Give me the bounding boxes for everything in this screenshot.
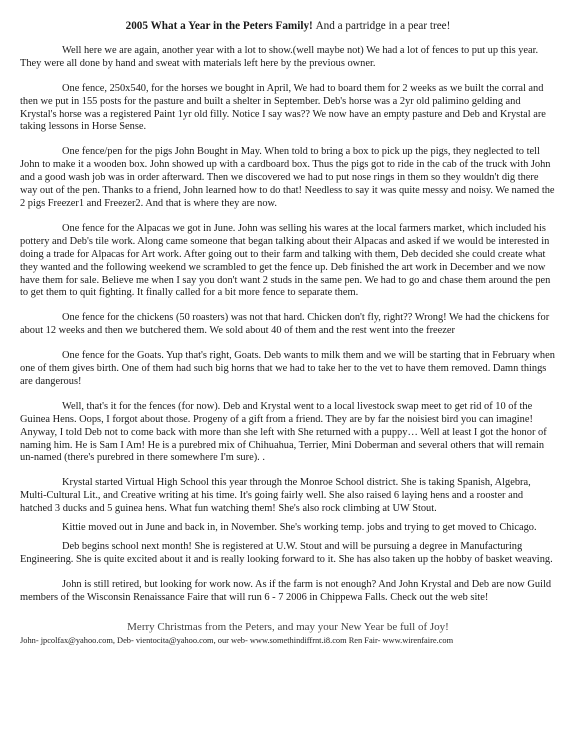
paragraph-horses: One fence, 250x540, for the horses we bought in April, We had to board them for 2 weeks as we built the corral and then we put in 155 posts for the pasture and built a shelter in September. Deb's horse was a 2yr old palimino gelding and Krystal's horse was a registered Paint 1yr old filly. Notice I say was?? We now have an empty pasture and Deb and Krystal are taking lessons in Horse Sense. — [20, 82, 546, 133]
paragraph-intro: Well here we are again, another year with a lot to show.(well maybe not) We had a lot of fences to put up this year. They were all done by hand and sweat with materials left here by the previous owner. — [20, 44, 539, 69]
title-main: 2005 What a Year in the Peters Family! — [125, 20, 313, 32]
letter-title — [20, 20, 556, 33]
paragraph-pigs: One fence/pen for the pigs John Bought in May. When told to bring a box to pick up the pigs, they neglected to tell John to make it a wooden box. John showed up with a cardboard box. Thus the pigs got to ride in the cab of the truck with John and a good wash job was in order afterward. Then we discovered we had to put nose rings in them so they wouldn't dig there way out of the pen. Thanks to a friend, John learned how to do that! Needless to say it was quite messy and noisy. We named the 2 pigs Freezer1 and Freezer2. And that is where they are now. — [20, 146, 555, 209]
paragraph-alpacas: One fence for the Alpacas we got in June. John was selling his wares at the local farmers market, which included his pottery and Deb's tile work. Along came someone that began talking about their Alpacas and asked if we would be interested in doing a trade for Alpacas for Art work. After going out to their farm and talking with them, Deb decided she could create what they wanted and the following weekend we scrambled to get the fence up. Deb finished the art work in December and we now have them for sale. Believe me when I say you don't want 2 studs in the same pen. We had to go and chase them around the pen to get them to quit fighting. It finally called for a bit more fence to separate them. — [20, 222, 551, 299]
paragraph-krystal: Krystal started Virtual High School this year through the Monroe School district. She is taking Spanish, Algebra, Multi-Cultural Lit., and Creative writing at his time. It's going fairly well. She also raised 6 laying hens and a rooster and hatched 3 ducks and 5 guinea hens. What fun watching them! She's also rock climbing at UW Stout. — [20, 477, 531, 515]
contact-footer: John- jpcolfax@yahoo.com, Deb- vientocita@yahoo.com, our web- www.somethindiffrnt.i8.com Ren Fair- www.wirenfaire.com — [20, 635, 454, 645]
paragraph-goats: One fence for the Goats. Yup that's right, Goats. Deb wants to milk them and we will be starting that in February when one of them gives birth. One of them had such big horns that we had to take her to the vet to have them removed. Damn things are dangerous! — [20, 350, 555, 387]
paragraph-guinea-hens: Well, that's it for the fences (for now). Deb and Krystal went to a local livestock swap meet to get rid of 10 of the Guinea Hens. Oops, I forgot about those. Progeny of a gift from a friend. They are by far the noisiest bird you can imagine! Anyway, I told Deb not to come back with more than she left with She returned with a puppy… Well at least I got the honor of naming him. He is Sam I Am! He is a purebred mix of Chihuahua, Terrier, Mini Doberman and several others that will remain un-named (there's purebred in there somewhere I'm sure). . — [20, 400, 547, 464]
paragraph-chickens: One fence for the chickens (50 roasters) was not that hard. Chicken don't fly, right?? Wrong! We had the chickens for about 12 weeks and then we butchered them. We sold about 40 of them and the rest went into the freezer — [20, 312, 550, 337]
paragraph-john: John is still retired, but looking for work now. As if the farm is not enough? And John Krystal and Deb are now Guild members of the Wisconsin Renaissance Faire that will run 6 - 7 2006 in Chippewa Falls. Check out the web site! — [20, 578, 552, 603]
closing-greeting: Merry Christmas from the Peters, and may your New Year be full of Joy! — [127, 620, 449, 633]
paragraph-kittie: Kittie moved out in June and back in, in November. She's working temp. jobs and trying to get moved to Chicago. — [62, 522, 537, 534]
title-subtitle: And a partridge in a pear tree! — [315, 20, 451, 32]
paragraph-deb: Deb begins school next month! She is registered at U.W. Stout and will be pursuing a degree in Manufacturing Engineering. She is quite excited about it and is really looking forward to it. She has also taken up the hobby of basket weaving. — [20, 541, 553, 565]
